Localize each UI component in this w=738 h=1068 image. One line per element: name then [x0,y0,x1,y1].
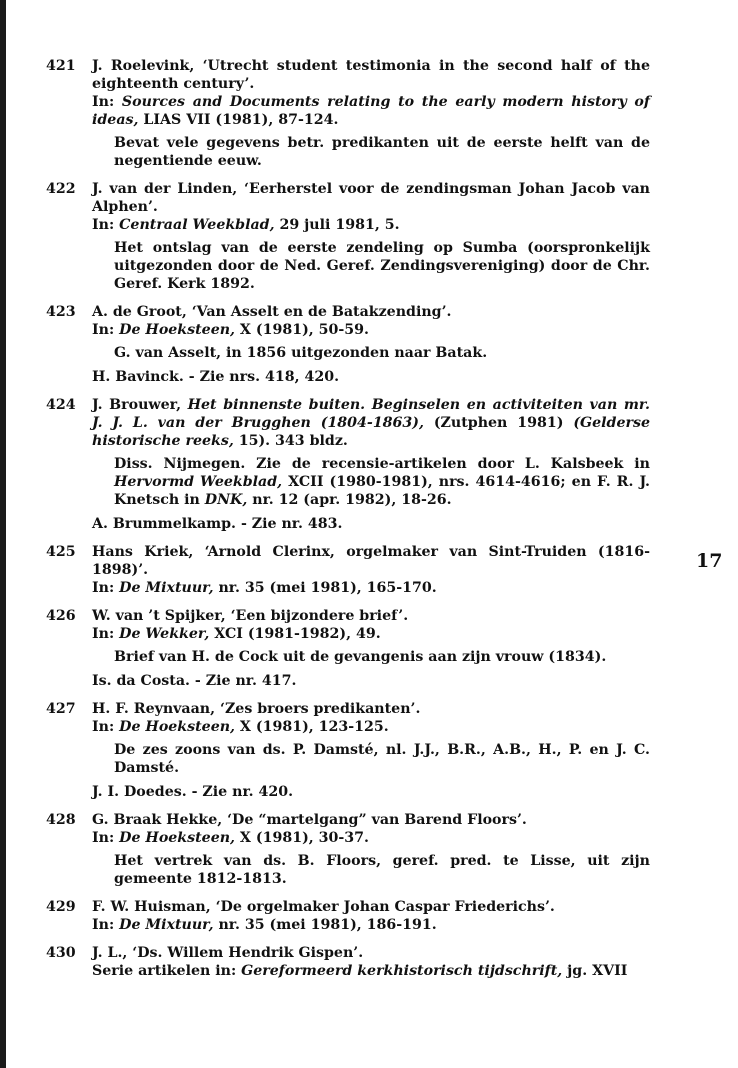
title-details: 15). 343 bldz. [233,433,348,449]
entry-note: Bevat vele gegevens betr. predikanten uit de eerste helft van de negentiende eeuw. [114,135,650,169]
source-journal: De Hoeksteen, [119,830,235,846]
entry-title: W. van ’t Spijker, ‘Een bijzondere brief’. [92,608,409,624]
source-journal: Sources and Documents relating to the early modern history of ideas, [92,94,650,128]
cross-reference: H. Bavinck. - Zie nrs. 418, 420. [92,369,340,385]
entry-title [92,396,650,450]
entry-number: 424 [46,397,76,413]
source-details: X (1981), 123-125. [234,719,389,735]
bibliography-entry-428 [40,811,650,888]
source-journal: De Mixtuur, [119,580,214,596]
source-prefix: In: [92,94,122,110]
entry-source [92,93,650,129]
entry-note: De zes zoons van ds. P. Damsté, nl. J.J., B.R., A.B., H., P. en J. C. Damsté. [114,742,650,776]
page-number: 17 [696,550,723,572]
entry-title: A. de Groot, ‘Van Asselt en de Batakzending’. [92,304,452,320]
note-mid: XCII (1980-1981), nrs. 4614-4616; en F. R. J. Knetsch in [114,474,650,508]
entry-source [92,829,650,847]
entry-source [92,962,650,980]
entry-number: 428 [46,812,76,828]
source-details: LIAS VII (1981), 87-124. [138,112,339,128]
source-details: X (1981), 50-59. [234,322,369,338]
entry-title: G. Braak Hekke, ‘De “martelgang” van Barend Floors’. [92,812,527,828]
source-details: nr. 35 (mei 1981), 186-191. [213,917,437,933]
entry-title: Hans Kriek, ‘Arnold Clerinx, orgelmaker van Sint-Truiden (1816-1898)’. [92,544,650,578]
source-journal: De Mixtuur, [119,917,214,933]
entry-title: J. Roelevink, ‘Utrecht student testimonia in the second half of the eighteenth century’. [92,58,650,92]
entry-number: 423 [46,304,76,320]
source-journal: De Hoeksteen, [119,322,235,338]
note-details: nr. 12 (apr. 1982), 18-26. [247,492,452,508]
entry-note [92,455,650,509]
title-prefix: J. Brouwer, [92,397,188,413]
note-prefix: Diss. Nijmegen. Zie de recensie-artikelen door L. Kalsbeek in [114,456,650,472]
entry-source [92,216,650,234]
entry-number: 421 [46,58,76,74]
note-journal-1: Hervormd Weekblad, [114,474,283,490]
source-prefix: In: [92,830,120,846]
source-details: X (1981), 30-37. [234,830,369,846]
entry-note: Brief van H. de Cock uit de gevangenis aan zijn vrouw (1834). [114,649,607,665]
source-details: nr. 35 (mei 1981), 165-170. [213,580,437,596]
bibliography-entry-424 [40,396,650,533]
entry-source [92,321,650,339]
source-prefix: In: [92,322,120,338]
source-prefix: In: [92,580,120,596]
bibliography-list [40,57,650,990]
bibliography-entry-421 [40,57,650,170]
source-prefix: In: [92,217,120,233]
source-journal: Centraal Weekblad, [119,217,275,233]
entry-note: Het ontslag van de eerste zendeling op Sumba (oorspronkelijk uitgezonden door de Ned. Geref. Zendingsvereniging) door de Chr. Geref. Kerk 1892. [114,240,650,292]
bibliography-entry-429 [40,898,650,934]
source-prefix: In: [92,719,120,735]
entry-source [92,718,650,736]
bibliography-entry-430 [40,944,650,980]
entry-source [92,625,650,643]
entry-note: G. van Asselt, in 1856 uitgezonden naar Batak. [114,345,488,361]
note-journal-2: DNK, [204,492,248,508]
bibliography-entry-422 [40,180,650,293]
entry-number: 430 [46,945,76,961]
entry-title: J. van der Linden, ‘Eerherstel voor de zendingsman Johan Jacob van Alphen’. [92,181,650,215]
entry-number: 426 [46,608,76,624]
source-journal: De Wekker, [119,626,210,642]
source-journal: Gereformeerd kerkhistorisch tijdschrift, [241,963,563,979]
entry-source [92,579,650,597]
title-place-year: (Zutphen 1981) [423,415,574,431]
source-details: jg. XVII [562,963,628,979]
entry-title: J. L., ‘Ds. Willem Hendrik Gispen’. [92,945,364,961]
bibliography-entry-427 [40,700,650,801]
source-journal: De Hoeksteen, [119,719,235,735]
source-details: 29 juli 1981, 5. [274,217,400,233]
entry-number: 429 [46,899,76,915]
cross-reference: Is. da Costa. - Zie nr. 417. [92,673,297,689]
entry-title: F. W. Huisman, ‘De orgelmaker Johan Caspar Friederichs’. [92,899,555,915]
entry-source [92,916,650,934]
entry-number: 427 [46,701,76,717]
entry-number: 422 [46,181,76,197]
source-prefix: In: [92,917,120,933]
source-prefix: Serie artikelen in: [92,963,242,979]
source-prefix: In: [92,626,120,642]
title-series: (Gelderse historische reeks, [92,415,650,449]
cross-reference: A. Brummelkamp. - Zie nr. 483. [92,516,343,532]
bibliography-entry-423 [40,303,650,386]
bibliography-entry-426 [40,607,650,690]
cross-reference: J. I. Doedes. - Zie nr. 420. [92,784,294,800]
page-spine-edge [0,0,6,1068]
entry-title: H. F. Reynvaan, ‘Zes broers predikanten’. [92,701,421,717]
title-book: Het binnenste buiten. Beginselen en activiteiten van mr. J. J. L. van der Brugghen (1804-1863), [92,397,650,431]
entry-note: Het vertrek van ds. B. Floors, geref. pred. te Lisse, uit zijn gemeente 1812-1813. [114,853,650,887]
bibliography-entry-425 [40,543,650,597]
source-details: XCI (1981-1982), 49. [209,626,381,642]
entry-number: 425 [46,544,76,560]
